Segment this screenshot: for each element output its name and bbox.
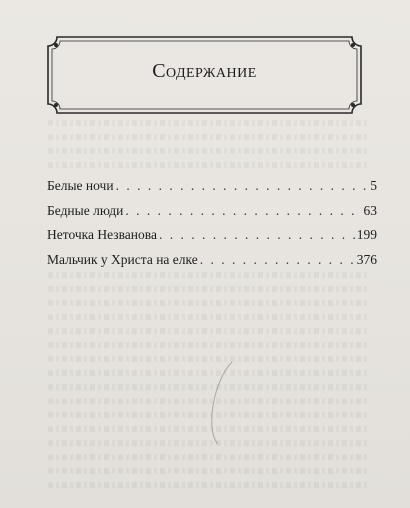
toc-entry-title: Бедные люди xyxy=(47,202,124,218)
toc-entry-page: 376 xyxy=(356,251,377,267)
toc-entry-title: Мальчик у Христа на елке xyxy=(47,251,198,267)
toc-entry-title: Белые ночи xyxy=(47,178,114,193)
toc-entry-title: Неточка Незванова xyxy=(47,227,157,242)
toc-entry-page: 199 xyxy=(356,227,377,242)
toc-entry-page: 5 xyxy=(370,178,377,193)
toc-entry-page: 63 xyxy=(363,202,377,218)
page-title: Содержание xyxy=(152,60,257,82)
